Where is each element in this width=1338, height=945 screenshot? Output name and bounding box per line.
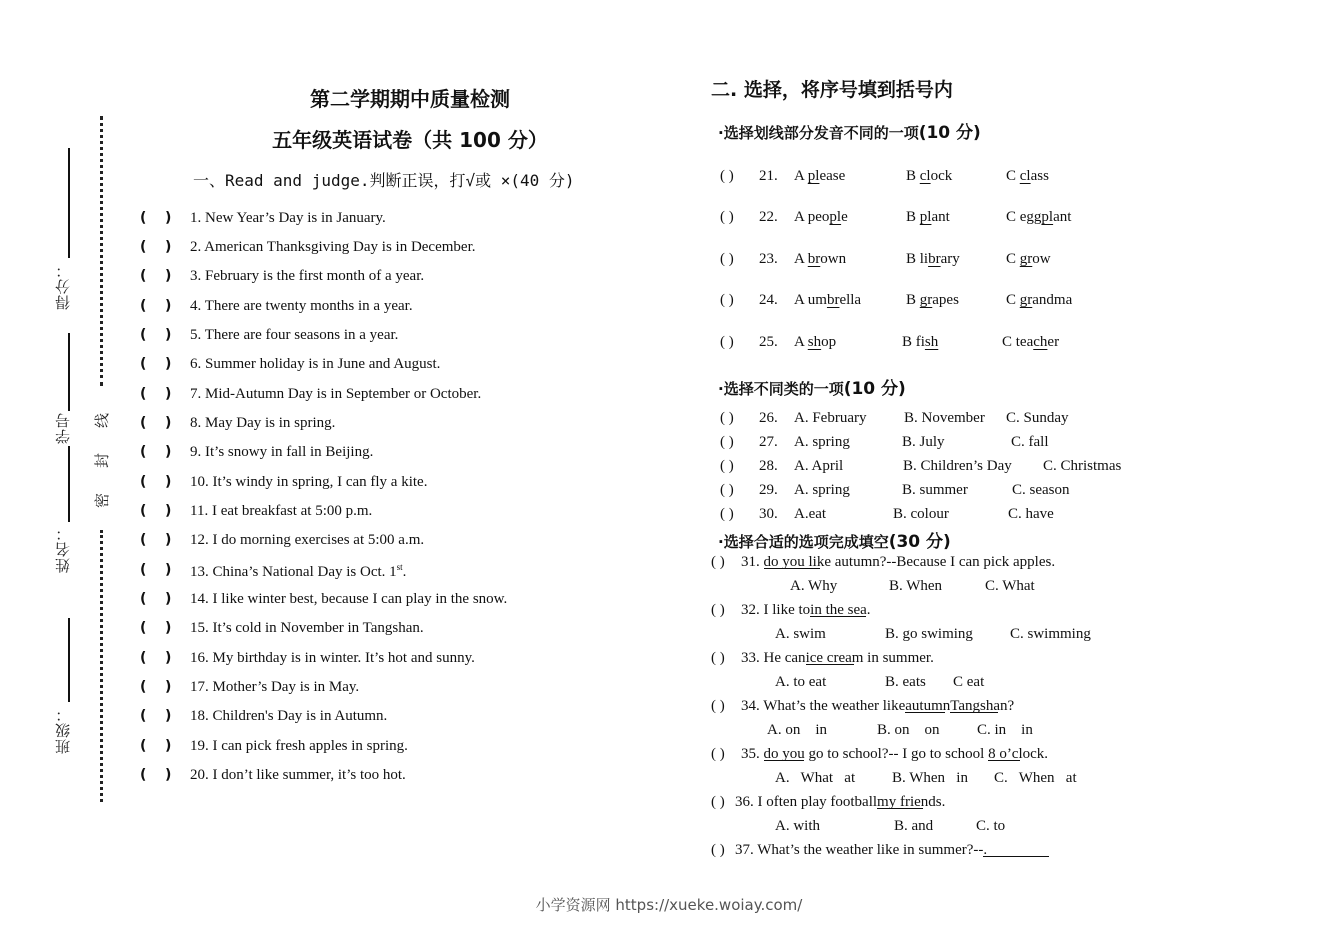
exam-title: 第二学期期中质量检测 <box>310 87 510 111</box>
seal-word-mi: 密 <box>93 492 112 509</box>
answer-bracket-close: ) <box>165 650 172 666</box>
answer-bracket[interactable]: ( ) <box>711 698 725 714</box>
part-c-heading <box>718 527 951 552</box>
answer-bracket-open[interactable]: ( <box>140 474 147 490</box>
option-b: B. summer <box>902 482 968 498</box>
option-c[interactable]: C. in in <box>977 722 1033 738</box>
answer-bracket-open[interactable]: ( <box>140 591 147 607</box>
pronunciation-item <box>720 168 1120 188</box>
part-c-points: (30 分) <box>888 532 951 552</box>
answer-blank[interactable] <box>983 842 1049 857</box>
question-number: 23. <box>759 251 778 267</box>
answer-bracket[interactable]: ( ) <box>720 168 734 184</box>
judge-statement: 9. It’s snowy in fall in Beijing. <box>190 444 374 460</box>
judge-item <box>140 620 640 640</box>
answer-blank[interactable] <box>950 698 998 713</box>
question-text: 36. I often play football my friends. <box>735 794 946 810</box>
answer-blank[interactable] <box>764 746 804 761</box>
judge-item <box>140 562 640 582</box>
question-text: 34. What’s the weather like autumn Tangshan? <box>741 698 1015 714</box>
option-c: C. Sunday <box>1006 410 1069 426</box>
judge-item <box>140 239 640 259</box>
score-label: 得分： <box>54 262 72 310</box>
answer-bracket-open[interactable]: ( <box>140 503 147 519</box>
answer-bracket-open[interactable]: ( <box>140 444 147 460</box>
option-c[interactable]: C. swimming <box>1010 626 1091 642</box>
judge-item <box>140 474 640 494</box>
question-number: 26. <box>759 410 778 426</box>
option-a: A. spring <box>794 434 850 450</box>
option-a: A. April <box>794 458 844 474</box>
judge-statement: 10. It’s windy in spring, I can fly a kite. <box>190 474 428 490</box>
answer-bracket-open[interactable]: ( <box>140 268 147 284</box>
pronunciation-item <box>720 209 1120 229</box>
answer-bracket-close: ) <box>165 591 172 607</box>
judge-statement: 13. China’s National Day is Oct. 1st. <box>190 562 407 580</box>
question-number: 29. <box>759 482 778 498</box>
fill-blank-question <box>711 794 1191 814</box>
answer-bracket-close: ) <box>165 356 172 372</box>
option-c: C grandma <box>1006 292 1073 308</box>
answer-blank[interactable] <box>810 602 866 617</box>
answer-bracket[interactable]: ( ) <box>720 458 734 474</box>
answer-bracket-open[interactable]: ( <box>140 415 147 431</box>
answer-bracket[interactable]: ( ) <box>720 209 734 225</box>
option-a[interactable]: A. swim <box>775 626 826 642</box>
answer-bracket[interactable]: ( ) <box>711 794 725 810</box>
student-no-line <box>68 333 70 411</box>
question-number: 25. <box>759 334 778 350</box>
fill-blank-question <box>711 698 1191 718</box>
judge-item <box>140 444 640 464</box>
answer-bracket-close: ) <box>165 562 172 578</box>
judge-statement: 19. I can pick fresh apples in spring. <box>190 738 408 754</box>
fill-blank-question <box>711 746 1191 766</box>
option-c: C eggplant <box>1006 209 1072 225</box>
question-number: 28. <box>759 458 778 474</box>
option-a: A umbrella <box>794 292 862 308</box>
judge-statement: 15. It’s cold in November in Tangshan. <box>190 620 424 636</box>
option-b: B. November <box>904 410 985 426</box>
part-a-title: ·选择划线部分发音不同的一项 <box>718 124 919 142</box>
option-c: C. season <box>1012 482 1070 498</box>
section1-heading: 一、Read and judge.判断正误，打√或 ×(40 分) <box>193 171 575 190</box>
option-b: B. colour <box>893 506 949 522</box>
answer-bracket-close: ) <box>165 327 172 343</box>
fill-blank-question <box>711 650 1191 670</box>
judge-item <box>140 415 640 435</box>
judge-item <box>140 356 640 376</box>
answer-bracket[interactable]: ( ) <box>720 334 734 350</box>
seal-word-feng: 封 <box>93 452 112 469</box>
judge-item <box>140 708 640 728</box>
option-c: C. Christmas <box>1043 458 1122 474</box>
answer-bracket-open[interactable]: ( <box>140 210 147 226</box>
judge-item <box>140 650 640 670</box>
answer-bracket-close: ) <box>165 708 172 724</box>
answer-bracket[interactable]: ( ) <box>720 410 734 426</box>
option-a: A. spring <box>794 482 850 498</box>
question-text: 31. do you like autumn?--Because I can pick apples. <box>741 554 1056 570</box>
option-b[interactable]: B. When in <box>892 770 968 786</box>
judge-statement: 17. Mother’s Day is in May. <box>190 679 360 695</box>
option-b: B library <box>906 251 960 267</box>
answer-bracket-open[interactable]: ( <box>140 708 147 724</box>
question-number: 27. <box>759 434 778 450</box>
option-a: A shop <box>794 334 837 350</box>
answer-blank[interactable] <box>877 794 923 809</box>
answer-bracket-close: ) <box>165 386 172 402</box>
answer-bracket-open[interactable]: ( <box>140 650 147 666</box>
judge-statement: 20. I don’t like summer, it’s too hot. <box>190 767 406 783</box>
student-no-label: 学号 <box>54 412 72 444</box>
judge-statement: 1. New Year’s Day is in January. <box>190 210 386 226</box>
answer-bracket-close: ) <box>165 532 172 548</box>
answer-bracket-close: ) <box>165 738 172 754</box>
watermark-footer: 小学资源网 https://xueke.woiay.com/ <box>535 896 803 914</box>
class-line <box>68 618 70 702</box>
question-text: 37. What’s the weather like in summer?-- . <box>735 842 987 859</box>
classification-item <box>720 458 1140 478</box>
judge-statement: 11. I eat breakfast at 5:00 p.m. <box>190 503 373 519</box>
seal-dotted-line-top <box>100 116 103 386</box>
answer-bracket[interactable]: ( ) <box>720 434 734 450</box>
part-a-points: (10 分) <box>918 123 981 143</box>
judge-statement: 4. There are twenty months in a year. <box>190 298 413 314</box>
judge-statement: 8. May Day is in spring. <box>190 415 336 431</box>
option-b: B plant <box>906 209 950 225</box>
option-b: B fish <box>902 334 939 350</box>
option-c: C. fall <box>1011 434 1049 450</box>
option-b: B clock <box>906 168 953 184</box>
answer-bracket-close: ) <box>165 298 172 314</box>
judge-statement: 2. American Thanksgiving Day is in December. <box>190 239 476 255</box>
answer-bracket[interactable]: ( ) <box>711 746 725 762</box>
answer-bracket-close: ) <box>165 679 172 695</box>
answer-bracket-close: ) <box>165 767 172 783</box>
answer-bracket-open[interactable]: ( <box>140 386 147 402</box>
option-a[interactable]: A. What at <box>775 770 856 786</box>
part-c-title: ·选择合适的选项完成填空 <box>718 533 889 551</box>
answer-blank[interactable] <box>764 554 820 569</box>
answer-bracket[interactable]: ( ) <box>711 650 725 666</box>
part-a-heading <box>718 118 981 143</box>
judge-item <box>140 591 640 611</box>
judge-statement: 5. There are four seasons in a year. <box>190 327 399 343</box>
question-text: 35. do you go to school?-- I go to school 8 o’clock. <box>741 746 1049 762</box>
part-b-heading <box>718 374 906 399</box>
answer-bracket-open[interactable]: ( <box>140 562 147 578</box>
part-b-points: (10 分) <box>843 379 906 399</box>
option-c: C class <box>1006 168 1049 184</box>
judge-statement: 7. Mid-Autumn Day is in September or October. <box>190 386 482 402</box>
option-b: B. Children’s Day <box>903 458 1012 474</box>
answer-bracket[interactable]: ( ) <box>720 506 734 522</box>
question-number: 24. <box>759 292 778 308</box>
answer-blank[interactable] <box>905 698 945 713</box>
judge-statement: 6. Summer holiday is in June and August. <box>190 356 441 372</box>
class-label: 班级： <box>54 706 72 754</box>
fill-blank-question <box>711 602 1191 622</box>
answer-bracket-close: ) <box>165 268 172 284</box>
answer-bracket-close: ) <box>165 210 172 226</box>
seal-word-xian: 线 <box>93 412 112 429</box>
answer-bracket[interactable]: ( ) <box>711 842 725 858</box>
option-a[interactable]: A. with <box>775 818 820 834</box>
fill-blank-question <box>711 842 1191 862</box>
option-b[interactable]: B. on on <box>877 722 940 738</box>
option-a[interactable]: A. to eat <box>775 674 827 690</box>
option-b: B grapes <box>906 292 959 308</box>
answer-bracket-close: ) <box>165 620 172 636</box>
answer-bracket-open[interactable]: ( <box>140 239 147 255</box>
judge-item <box>140 268 640 288</box>
answer-bracket-close: ) <box>165 444 172 460</box>
answer-bracket-close: ) <box>165 474 172 490</box>
answer-bracket-close: ) <box>165 503 172 519</box>
option-b[interactable]: B. and <box>894 818 934 834</box>
option-c: C teacher <box>1002 334 1060 350</box>
judge-item <box>140 298 640 318</box>
option-a: A brown <box>794 251 847 267</box>
option-b[interactable]: B. When <box>889 578 943 594</box>
score-line <box>68 148 70 258</box>
judge-item <box>140 386 640 406</box>
pronunciation-item <box>720 251 1120 271</box>
question-text: 33. He can ice cream in summer. <box>741 650 934 666</box>
answer-bracket-open[interactable]: ( <box>140 298 147 314</box>
option-c: C grow <box>1006 251 1051 267</box>
option-c: C. have <box>1008 506 1054 522</box>
option-b: B. July <box>902 434 945 450</box>
answer-bracket-open[interactable]: ( <box>140 738 147 754</box>
classification-item <box>720 506 1140 526</box>
answer-blank[interactable] <box>988 746 1020 761</box>
answer-bracket[interactable]: ( ) <box>711 602 725 618</box>
question-number: 22. <box>759 209 778 225</box>
judge-item <box>140 210 640 230</box>
answer-bracket-open[interactable]: ( <box>140 679 147 695</box>
answer-bracket-open[interactable]: ( <box>140 532 147 548</box>
part-b-title: ·选择不同类的一项 <box>718 380 844 398</box>
judge-statement: 3. February is the first month of a year. <box>190 268 425 284</box>
answer-bracket[interactable]: ( ) <box>720 251 734 267</box>
judge-item <box>140 327 640 347</box>
option-a[interactable]: A. Why <box>790 578 838 594</box>
fill-blank-question <box>711 554 1191 574</box>
option-c[interactable]: C. to <box>976 818 1006 834</box>
question-number: 21. <box>759 168 778 184</box>
option-a: A.eat <box>794 506 827 522</box>
answer-bracket-open[interactable]: ( <box>140 327 147 343</box>
judge-item <box>140 532 640 552</box>
pronunciation-item <box>720 292 1120 312</box>
option-b[interactable]: B. go swiming <box>885 626 973 642</box>
classification-item <box>720 482 1140 502</box>
judge-statement: 18. Children's Day is in Autumn. <box>190 708 388 724</box>
name-label: 姓名： <box>54 525 72 573</box>
pronunciation-item <box>720 334 1120 354</box>
classification-item <box>720 410 1140 430</box>
question-text: 32. I like to in the sea. <box>741 602 871 618</box>
judge-statement: 14. I like winter best, because I can play in the snow. <box>190 591 508 607</box>
option-a[interactable]: A. on in <box>767 722 827 738</box>
answer-bracket[interactable]: ( ) <box>720 482 734 498</box>
option-c[interactable]: C. What <box>985 578 1035 594</box>
answer-bracket[interactable]: ( ) <box>720 292 734 308</box>
option-c[interactable]: C. When at <box>994 770 1077 786</box>
classification-item <box>720 434 1140 454</box>
seal-dotted-line-bottom <box>100 530 103 802</box>
option-a: A. February <box>794 410 867 426</box>
answer-bracket[interactable]: ( ) <box>711 554 725 570</box>
student-no-line-2 <box>68 446 70 522</box>
exam-subtitle: 五年级英语试卷（共 100 分） <box>272 128 548 152</box>
answer-bracket-open[interactable]: ( <box>140 356 147 372</box>
judge-statement: 12. I do morning exercises at 5:00 a.m. <box>190 532 425 548</box>
judge-item <box>140 767 640 787</box>
section2-heading: 二. 选择，将序号填到括号内 <box>711 79 953 101</box>
judge-item <box>140 679 640 699</box>
answer-bracket-close: ) <box>165 239 172 255</box>
option-b[interactable]: B. eats <box>885 674 926 690</box>
answer-blank[interactable] <box>806 650 854 665</box>
option-a: A people <box>794 209 848 225</box>
judge-item <box>140 738 640 758</box>
question-number: 30. <box>759 506 778 522</box>
answer-bracket-open[interactable]: ( <box>140 620 147 636</box>
option-a: A please <box>794 168 846 184</box>
judge-item <box>140 503 640 523</box>
option-c[interactable]: C eat <box>953 674 985 690</box>
answer-bracket-close: ) <box>165 415 172 431</box>
judge-statement: 16. My birthday is in winter. It’s hot and sunny. <box>190 650 475 666</box>
answer-bracket-open[interactable]: ( <box>140 767 147 783</box>
